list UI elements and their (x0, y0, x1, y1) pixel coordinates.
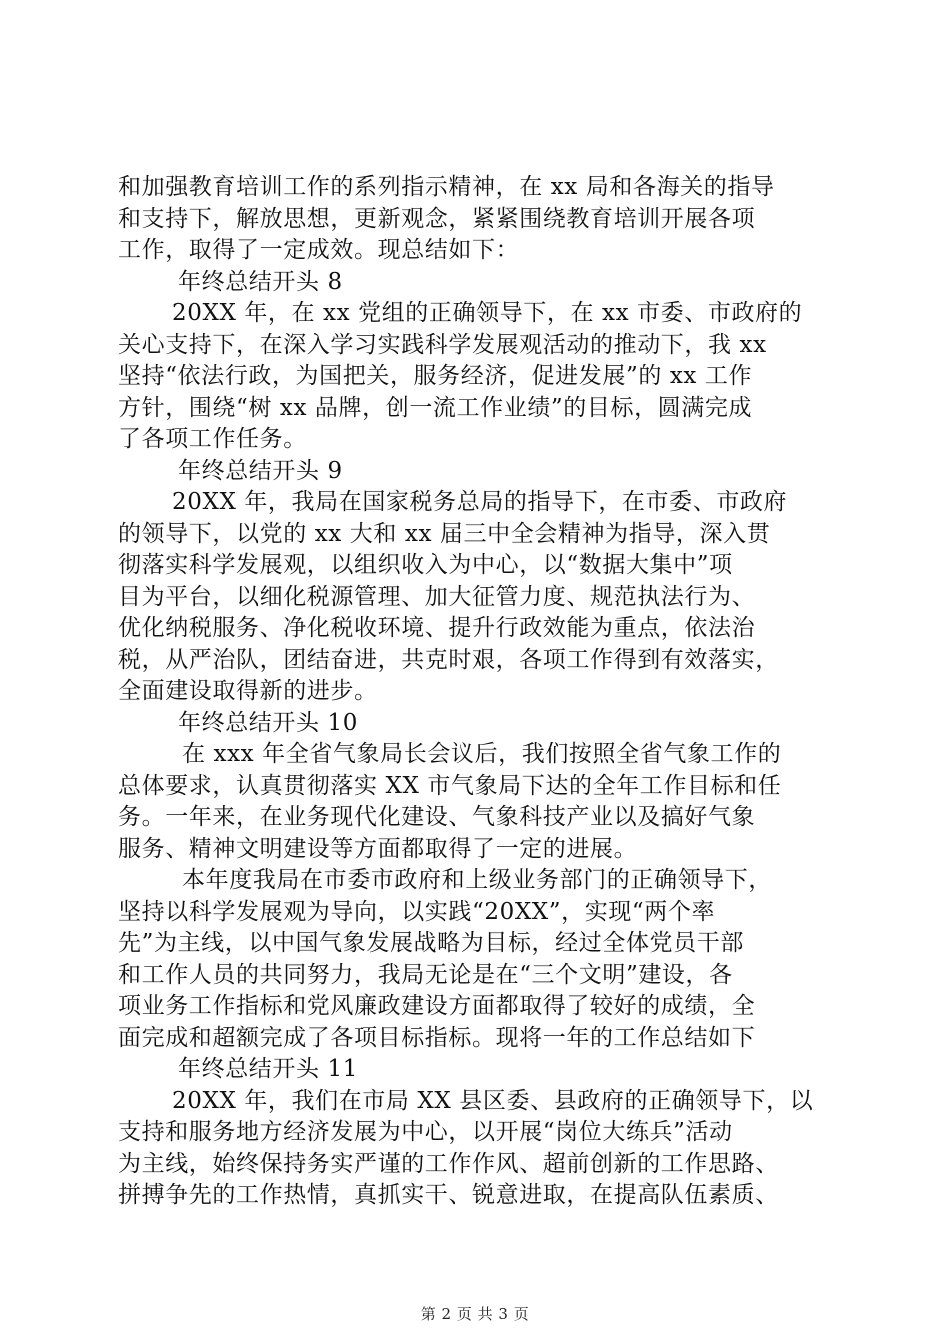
page-number-footer: 第 2 页 共 3 页 (420, 1305, 530, 1323)
text-line: 为主线，始终保持务实严谨的工作作风、超前创新的工作思路、 (118, 1150, 779, 1177)
text-line: 在 xxx 年全省气象局长会议后，我们按照全省气象工作的 (182, 741, 782, 767)
text-line: 总体要求，认真贯彻落实 XX 市气象局下达的全年工作目标和任 (118, 772, 782, 799)
text-line: 20XX 年，我局在国家税务总局的指导下，在市委、市政府 (172, 489, 788, 515)
text-line: 先”为主线，以中国气象发展战略为目标，经过全体党员干部 (118, 930, 744, 956)
text-line: 和加强教育培训工作的系列指示精神，在 xx 局和各海关的指导 (118, 174, 775, 200)
text-line: 坚持以科学发展观为导向，以实践“20XX”，实现“两个率 (118, 898, 716, 925)
text-line: 彻落实科学发展观，以组织收入为中心，以“数据大集中”项 (118, 552, 733, 578)
text-line: 项业务工作指标和党风廉政建设方面都取得了较好的成绩，全 (118, 993, 756, 1019)
text-line: 方针，围绕“树 xx 品牌，创一流工作业绩”的目标，圆满完成 (118, 394, 753, 421)
text-line: 坚持“依法行政，为国把关，服务经济，促进发展”的 xx 工作 (118, 363, 753, 389)
text-line: 20XX 年，我们在市局 XX 县区委、县政府的正确领导下，以 (172, 1087, 814, 1114)
document-body (118, 172, 848, 1212)
text-line: 和支持下，解放思想，更新观念，紧紧围绕教育培训开展各项 (118, 205, 756, 232)
text-line: 目为平台，以细化税源管理、加大征管力度、规范执法行为、 (118, 583, 756, 610)
text-line: 关心支持下，在深入学习实践科学发展观活动的推动下，我 xx (118, 331, 767, 358)
section-heading: 年终总结开头 10 (178, 709, 358, 736)
section-heading: 年终总结开头 8 (178, 268, 343, 295)
text-line: 本年度我局在市委市政府和上级业务部门的正确领导下， (182, 867, 772, 893)
text-line: 支持和服务地方经济发展为中心，以开展“岗位大练兵”活动 (118, 1119, 733, 1145)
text-line: 工作，取得了一定成效。现总结如下： (118, 237, 520, 263)
section-heading: 年终总结开头 11 (178, 1056, 358, 1082)
text-line: 了各项工作任务。 (118, 426, 307, 452)
text-line: 的领导下，以党的 xx 大和 xx 届三中全会精神为指导，深入贯 (118, 520, 771, 547)
text-line: 拼搏争先的工作热情，真抓实干、锐意进取，在提高队伍素质、 (118, 1182, 779, 1208)
section-heading: 年终总结开头 9 (178, 457, 343, 484)
text-line: 全面建设取得新的进步。 (118, 678, 378, 704)
text-line: 和工作人员的共同努力，我局无论是在“三个文明”建设，各 (118, 961, 733, 988)
text-line: 优化纳税服务、净化税收环境、提升行政效能为重点，依法治 (118, 615, 756, 641)
text-line: 税，从严治队，团结奋进，共克时艰，各项工作得到有效落实， (118, 646, 779, 673)
text-line: 20XX 年，在 xx 党组的正确领导下，在 xx 市委、市政府的 (172, 300, 803, 326)
text-line: 面完成和超额完成了各项目标指标。现将一年的工作总结如下 (118, 1024, 756, 1051)
text-line: 服务、精神文明建设等方面都取得了一定的进展。 (118, 835, 638, 862)
text-line: 务。一年来，在业务现代化建设、气象科技产业以及搞好气象 (118, 804, 756, 830)
